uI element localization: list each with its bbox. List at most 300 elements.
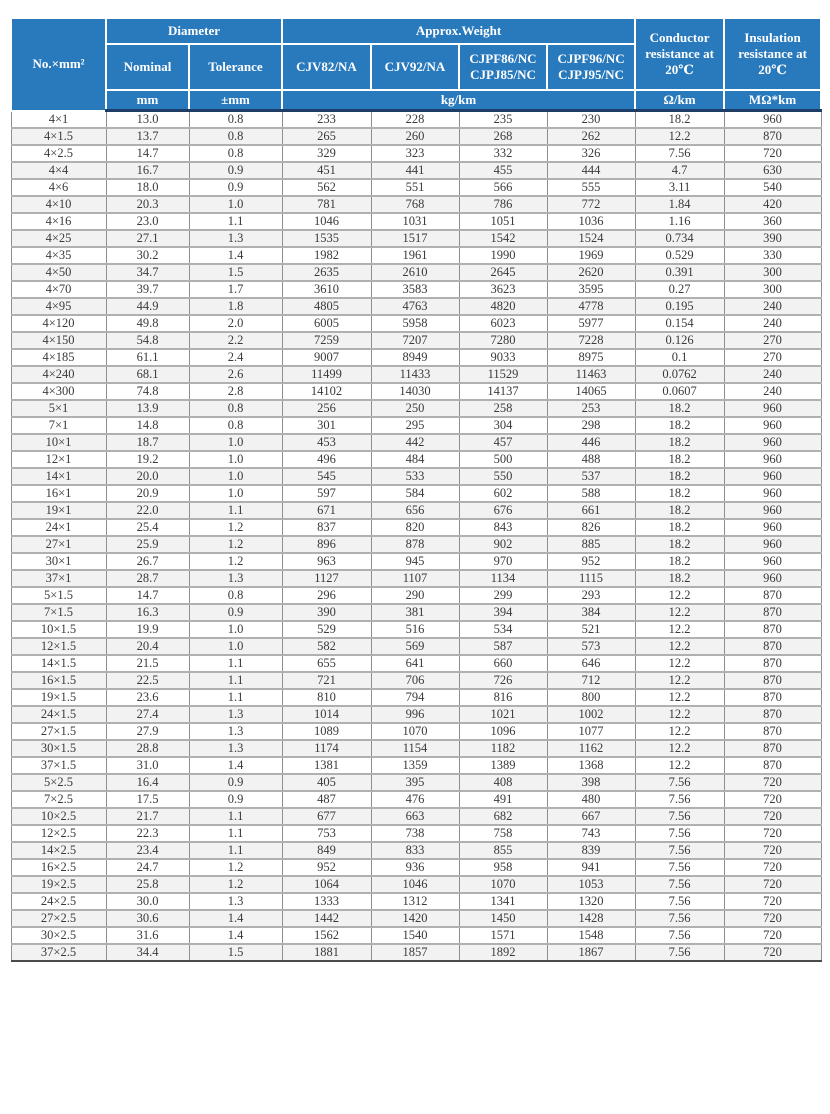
cell-conductor-resistance: 3.11 (635, 179, 724, 196)
cell-cjv82: 781 (282, 196, 371, 213)
table-row (11, 230, 821, 247)
cell-cjpf96: 293 (547, 587, 635, 604)
table-row (11, 859, 821, 876)
cell-no-mm2: 4×16 (11, 213, 106, 230)
cell-insulation-resistance: 960 (724, 111, 821, 129)
cell-cjv82: 487 (282, 791, 371, 808)
cell-insulation-resistance: 960 (724, 451, 821, 468)
table-row (11, 723, 821, 740)
table-row (11, 264, 821, 281)
cell-cjv82: 1174 (282, 740, 371, 757)
cell-tolerance: 1.4 (189, 757, 282, 774)
cell-nominal: 23.4 (106, 842, 189, 859)
unit-tolerance-mm: ±mm (189, 90, 282, 111)
header-insulation-resistance: Insulation resistance at 20℃ (724, 18, 821, 90)
cell-tolerance: 0.8 (189, 145, 282, 162)
cell-conductor-resistance: 7.56 (635, 774, 724, 791)
cell-conductor-resistance: 18.2 (635, 502, 724, 519)
cell-conductor-resistance: 7.56 (635, 910, 724, 927)
cell-cjpf86: 4820 (459, 298, 547, 315)
cell-cjv92: 476 (371, 791, 459, 808)
cell-cjv92: 1420 (371, 910, 459, 927)
cell-cjv92: 551 (371, 179, 459, 196)
cell-cjpf96: 1969 (547, 247, 635, 264)
cell-no-mm2: 7×1.5 (11, 604, 106, 621)
cell-cjv82: 1046 (282, 213, 371, 230)
header-cjv92: CJV92/NA (371, 44, 459, 90)
cell-conductor-resistance: 0.0607 (635, 383, 724, 400)
cell-cjv92: 260 (371, 128, 459, 145)
cell-conductor-resistance: 18.2 (635, 519, 724, 536)
cell-cjpf86: 1892 (459, 944, 547, 961)
cell-insulation-resistance: 720 (724, 927, 821, 944)
cell-conductor-resistance: 1.16 (635, 213, 724, 230)
cell-nominal: 19.9 (106, 621, 189, 638)
table-row (11, 162, 821, 179)
cell-tolerance: 2.0 (189, 315, 282, 332)
cell-conductor-resistance: 4.7 (635, 162, 724, 179)
cell-cjpf86: 235 (459, 111, 547, 129)
cell-cjpf86: 1450 (459, 910, 547, 927)
cell-tolerance: 1.1 (189, 825, 282, 842)
cell-cjv82: 655 (282, 655, 371, 672)
table-row (11, 281, 821, 298)
cell-tolerance: 1.0 (189, 196, 282, 213)
cell-tolerance: 0.9 (189, 162, 282, 179)
cell-conductor-resistance: 0.154 (635, 315, 724, 332)
table-row (11, 842, 821, 859)
cell-insulation-resistance: 240 (724, 298, 821, 315)
cell-cjv92: 1107 (371, 570, 459, 587)
cell-no-mm2: 7×1 (11, 417, 106, 434)
cell-cjv92: 1046 (371, 876, 459, 893)
cell-cjpf86: 758 (459, 825, 547, 842)
cell-conductor-resistance: 12.2 (635, 672, 724, 689)
cell-nominal: 27.1 (106, 230, 189, 247)
cell-insulation-resistance: 870 (724, 604, 821, 621)
cell-cjpf96: 488 (547, 451, 635, 468)
cell-no-mm2: 12×1.5 (11, 638, 106, 655)
table-row (11, 774, 821, 791)
cell-cjv92: 1517 (371, 230, 459, 247)
cell-no-mm2: 14×1.5 (11, 655, 106, 672)
cell-nominal: 14.7 (106, 145, 189, 162)
cell-insulation-resistance: 390 (724, 230, 821, 247)
cell-cjpf96: 521 (547, 621, 635, 638)
cell-nominal: 27.9 (106, 723, 189, 740)
cell-cjpf86: 1542 (459, 230, 547, 247)
cell-tolerance: 1.1 (189, 655, 282, 672)
cell-insulation-resistance: 720 (724, 791, 821, 808)
cell-insulation-resistance: 960 (724, 519, 821, 536)
cell-cjv92: 1312 (371, 893, 459, 910)
cell-conductor-resistance: 18.2 (635, 553, 724, 570)
cell-cjpf96: 1867 (547, 944, 635, 961)
cell-insulation-resistance: 870 (724, 587, 821, 604)
cell-cjv82: 4805 (282, 298, 371, 315)
cell-cjv92: 936 (371, 859, 459, 876)
cell-insulation-resistance: 720 (724, 808, 821, 825)
table-row (11, 910, 821, 927)
cell-cjv92: 2610 (371, 264, 459, 281)
cell-nominal: 20.0 (106, 468, 189, 485)
cell-cjv92: 820 (371, 519, 459, 536)
cell-no-mm2: 4×10 (11, 196, 106, 213)
cell-insulation-resistance: 300 (724, 264, 821, 281)
cell-tolerance: 1.4 (189, 927, 282, 944)
cell-conductor-resistance: 7.56 (635, 859, 724, 876)
cell-conductor-resistance: 7.56 (635, 927, 724, 944)
cell-insulation-resistance: 240 (724, 383, 821, 400)
table-row (11, 944, 821, 961)
cell-no-mm2: 27×1 (11, 536, 106, 553)
unit-conductor: Ω/km (635, 90, 724, 111)
cell-conductor-resistance: 18.2 (635, 400, 724, 417)
cell-conductor-resistance: 18.2 (635, 570, 724, 587)
cell-tolerance: 1.0 (189, 638, 282, 655)
cell-cjv82: 671 (282, 502, 371, 519)
cell-tolerance: 0.8 (189, 400, 282, 417)
cell-cjpf86: 602 (459, 485, 547, 502)
cell-insulation-resistance: 960 (724, 553, 821, 570)
cell-insulation-resistance: 240 (724, 366, 821, 383)
cell-nominal: 24.7 (106, 859, 189, 876)
cell-cjpf86: 6023 (459, 315, 547, 332)
cell-cjpf86: 9033 (459, 349, 547, 366)
cell-nominal: 20.4 (106, 638, 189, 655)
cell-cjpf86: 408 (459, 774, 547, 791)
cell-no-mm2: 10×2.5 (11, 808, 106, 825)
cell-cjpf96: 646 (547, 655, 635, 672)
cell-cjpf86: 11529 (459, 366, 547, 383)
cell-insulation-resistance: 720 (724, 893, 821, 910)
cell-cjpf86: 500 (459, 451, 547, 468)
cell-cjpf86: 786 (459, 196, 547, 213)
cell-conductor-resistance: 12.2 (635, 689, 724, 706)
cell-conductor-resistance: 7.56 (635, 825, 724, 842)
cell-conductor-resistance: 0.126 (635, 332, 724, 349)
cell-no-mm2: 5×1 (11, 400, 106, 417)
cell-tolerance: 1.1 (189, 808, 282, 825)
cell-tolerance: 1.0 (189, 485, 282, 502)
cell-tolerance: 1.5 (189, 264, 282, 281)
cell-cjv82: 1535 (282, 230, 371, 247)
cell-cjv92: 878 (371, 536, 459, 553)
cell-no-mm2: 4×240 (11, 366, 106, 383)
cell-no-mm2: 12×2.5 (11, 825, 106, 842)
cell-conductor-resistance: 12.2 (635, 128, 724, 145)
cell-conductor-resistance: 7.56 (635, 808, 724, 825)
cell-insulation-resistance: 960 (724, 536, 821, 553)
cell-cjpf86: 2645 (459, 264, 547, 281)
cell-cjpf86: 902 (459, 536, 547, 553)
cell-no-mm2: 19×2.5 (11, 876, 106, 893)
cell-cjpf86: 268 (459, 128, 547, 145)
cell-nominal: 44.9 (106, 298, 189, 315)
table-row (11, 808, 821, 825)
cell-nominal: 23.0 (106, 213, 189, 230)
cell-cjpf96: 5977 (547, 315, 635, 332)
cell-cjpf86: 14137 (459, 383, 547, 400)
table-row (11, 553, 821, 570)
cell-tolerance: 1.3 (189, 706, 282, 723)
cell-insulation-resistance: 870 (724, 689, 821, 706)
cell-nominal: 30.0 (106, 893, 189, 910)
cell-nominal: 22.5 (106, 672, 189, 689)
table-row (11, 757, 821, 774)
cell-cjpf96: 8975 (547, 349, 635, 366)
cell-tolerance: 1.0 (189, 468, 282, 485)
cell-cjv82: 11499 (282, 366, 371, 383)
table-row (11, 196, 821, 213)
cell-cjv82: 677 (282, 808, 371, 825)
cell-tolerance: 0.9 (189, 774, 282, 791)
cell-cjpf96: 230 (547, 111, 635, 129)
cell-no-mm2: 16×1 (11, 485, 106, 502)
cell-tolerance: 1.0 (189, 621, 282, 638)
cell-cjv92: 584 (371, 485, 459, 502)
table-row (11, 587, 821, 604)
cell-cjpf86: 455 (459, 162, 547, 179)
table-row (11, 689, 821, 706)
cell-no-mm2: 4×35 (11, 247, 106, 264)
cell-insulation-resistance: 960 (724, 434, 821, 451)
table-row (11, 604, 821, 621)
cell-nominal: 14.8 (106, 417, 189, 434)
cell-cjpf96: 667 (547, 808, 635, 825)
cell-conductor-resistance: 0.27 (635, 281, 724, 298)
cell-insulation-resistance: 870 (724, 672, 821, 689)
table-row (11, 706, 821, 723)
table-row (11, 366, 821, 383)
cell-cjpf86: 394 (459, 604, 547, 621)
header-cjpf86: CJPF86/NC CJPJ85/NC (459, 44, 547, 90)
cell-cjv92: 656 (371, 502, 459, 519)
table-row (11, 825, 821, 842)
cell-insulation-resistance: 270 (724, 332, 821, 349)
cell-insulation-resistance: 870 (724, 655, 821, 672)
cell-conductor-resistance: 12.2 (635, 638, 724, 655)
cell-tolerance: 1.2 (189, 553, 282, 570)
cell-cjv82: 529 (282, 621, 371, 638)
cell-conductor-resistance: 0.1 (635, 349, 724, 366)
cell-no-mm2: 4×185 (11, 349, 106, 366)
table-row (11, 502, 821, 519)
cell-nominal: 21.7 (106, 808, 189, 825)
cell-conductor-resistance: 12.2 (635, 655, 724, 672)
cell-nominal: 14.7 (106, 587, 189, 604)
cell-cjpf86: 1096 (459, 723, 547, 740)
cell-tolerance: 2.2 (189, 332, 282, 349)
cell-nominal: 34.4 (106, 944, 189, 961)
cell-cjv82: 753 (282, 825, 371, 842)
cell-cjv92: 441 (371, 162, 459, 179)
cell-cjpf96: 398 (547, 774, 635, 791)
cell-no-mm2: 27×2.5 (11, 910, 106, 927)
cell-cjv92: 794 (371, 689, 459, 706)
table-row (11, 298, 821, 315)
cell-nominal: 13.9 (106, 400, 189, 417)
cell-cjv82: 7259 (282, 332, 371, 349)
cell-nominal: 20.3 (106, 196, 189, 213)
cell-cjpf96: 1320 (547, 893, 635, 910)
table-row (11, 111, 821, 129)
cell-cjpf96: 1548 (547, 927, 635, 944)
cell-no-mm2: 4×150 (11, 332, 106, 349)
unit-insulation: MΩ*km (724, 90, 821, 111)
cell-cjpf96: 1053 (547, 876, 635, 893)
cell-insulation-resistance: 870 (724, 621, 821, 638)
cell-cjv92: 228 (371, 111, 459, 129)
cell-cjv92: 250 (371, 400, 459, 417)
table-row (11, 791, 821, 808)
cell-insulation-resistance: 720 (724, 910, 821, 927)
cell-cjpf86: 304 (459, 417, 547, 434)
cell-conductor-resistance: 0.195 (635, 298, 724, 315)
cell-cjpf96: 588 (547, 485, 635, 502)
table-row (11, 485, 821, 502)
cell-cjv92: 641 (371, 655, 459, 672)
cell-conductor-resistance: 18.2 (635, 485, 724, 502)
cell-nominal: 28.8 (106, 740, 189, 757)
cell-tolerance: 1.1 (189, 842, 282, 859)
cell-insulation-resistance: 240 (724, 315, 821, 332)
cell-cjv92: 1961 (371, 247, 459, 264)
cell-nominal: 31.6 (106, 927, 189, 944)
cell-cjv82: 952 (282, 859, 371, 876)
cell-insulation-resistance: 720 (724, 145, 821, 162)
cell-cjpf86: 816 (459, 689, 547, 706)
cell-conductor-resistance: 0.391 (635, 264, 724, 281)
cell-tolerance: 0.9 (189, 179, 282, 196)
cell-tolerance: 0.8 (189, 128, 282, 145)
cell-nominal: 13.7 (106, 128, 189, 145)
cell-tolerance: 2.6 (189, 366, 282, 383)
cell-cjpf96: 772 (547, 196, 635, 213)
cell-nominal: 16.4 (106, 774, 189, 791)
cell-cjv92: 516 (371, 621, 459, 638)
cell-tolerance: 1.1 (189, 672, 282, 689)
cell-cjpf96: 537 (547, 468, 635, 485)
cell-cjpf86: 566 (459, 179, 547, 196)
cell-cjv82: 6005 (282, 315, 371, 332)
cell-cjv82: 721 (282, 672, 371, 689)
cell-no-mm2: 4×1 (11, 111, 106, 129)
cell-no-mm2: 12×1 (11, 451, 106, 468)
cell-cjv82: 9007 (282, 349, 371, 366)
cell-cjpf86: 534 (459, 621, 547, 638)
cell-cjpf86: 332 (459, 145, 547, 162)
cell-cjpf96: 839 (547, 842, 635, 859)
cell-no-mm2: 24×1 (11, 519, 106, 536)
header-row-groups (11, 18, 821, 44)
cell-cjpf96: 743 (547, 825, 635, 842)
cell-nominal: 18.7 (106, 434, 189, 451)
cell-cjpf96: 555 (547, 179, 635, 196)
cell-conductor-resistance: 7.56 (635, 944, 724, 961)
cell-cjv82: 265 (282, 128, 371, 145)
cell-conductor-resistance: 7.56 (635, 842, 724, 859)
table-row (11, 451, 821, 468)
cell-cjv92: 1857 (371, 944, 459, 961)
cell-cjpf96: 326 (547, 145, 635, 162)
cell-conductor-resistance: 7.56 (635, 145, 724, 162)
cell-no-mm2: 14×1 (11, 468, 106, 485)
cell-cjv92: 738 (371, 825, 459, 842)
cell-nominal: 18.0 (106, 179, 189, 196)
header-diameter: Diameter (106, 18, 282, 44)
cell-cjv92: 442 (371, 434, 459, 451)
cell-tolerance: 2.4 (189, 349, 282, 366)
cell-cjpf96: 1524 (547, 230, 635, 247)
cell-no-mm2: 4×1.5 (11, 128, 106, 145)
table-row (11, 145, 821, 162)
cell-tolerance: 1.1 (189, 689, 282, 706)
cell-insulation-resistance: 630 (724, 162, 821, 179)
cell-insulation-resistance: 870 (724, 757, 821, 774)
cell-cjpf86: 970 (459, 553, 547, 570)
cell-tolerance: 1.1 (189, 502, 282, 519)
cell-insulation-resistance: 300 (724, 281, 821, 298)
cell-no-mm2: 10×1.5 (11, 621, 106, 638)
table-header (11, 18, 821, 111)
cell-nominal: 49.8 (106, 315, 189, 332)
cell-cjv92: 569 (371, 638, 459, 655)
cell-cjv82: 597 (282, 485, 371, 502)
cell-cjpf86: 258 (459, 400, 547, 417)
cell-cjv92: 945 (371, 553, 459, 570)
cell-insulation-resistance: 960 (724, 468, 821, 485)
cell-no-mm2: 24×1.5 (11, 706, 106, 723)
cell-cjv92: 323 (371, 145, 459, 162)
cell-cjpf96: 1368 (547, 757, 635, 774)
cell-nominal: 68.1 (106, 366, 189, 383)
header-cjpf96: CJPF96/NC CJPJ95/NC (547, 44, 635, 90)
cell-cjv92: 1031 (371, 213, 459, 230)
cell-insulation-resistance: 960 (724, 570, 821, 587)
cell-no-mm2: 5×1.5 (11, 587, 106, 604)
table-row (11, 179, 821, 196)
cell-cjv82: 451 (282, 162, 371, 179)
cell-cjv92: 381 (371, 604, 459, 621)
cell-cjv92: 484 (371, 451, 459, 468)
table-row (11, 128, 821, 145)
cell-cjpf96: 1002 (547, 706, 635, 723)
cell-nominal: 23.6 (106, 689, 189, 706)
cell-no-mm2: 5×2.5 (11, 774, 106, 791)
table-row (11, 638, 821, 655)
header-nominal: Nominal (106, 44, 189, 90)
cell-cjpf86: 660 (459, 655, 547, 672)
cell-cjpf96: 480 (547, 791, 635, 808)
cell-cjv82: 329 (282, 145, 371, 162)
cell-conductor-resistance: 12.2 (635, 587, 724, 604)
cell-tolerance: 1.4 (189, 247, 282, 264)
cell-nominal: 25.9 (106, 536, 189, 553)
table-row (11, 519, 821, 536)
cell-nominal: 61.1 (106, 349, 189, 366)
table-row (11, 927, 821, 944)
cell-nominal: 31.0 (106, 757, 189, 774)
cell-cjv92: 7207 (371, 332, 459, 349)
cell-insulation-resistance: 270 (724, 349, 821, 366)
cell-insulation-resistance: 720 (724, 944, 821, 961)
cell-tolerance: 1.3 (189, 723, 282, 740)
cell-insulation-resistance: 720 (724, 825, 821, 842)
cell-nominal: 20.9 (106, 485, 189, 502)
cell-cjv82: 453 (282, 434, 371, 451)
table-row (11, 434, 821, 451)
